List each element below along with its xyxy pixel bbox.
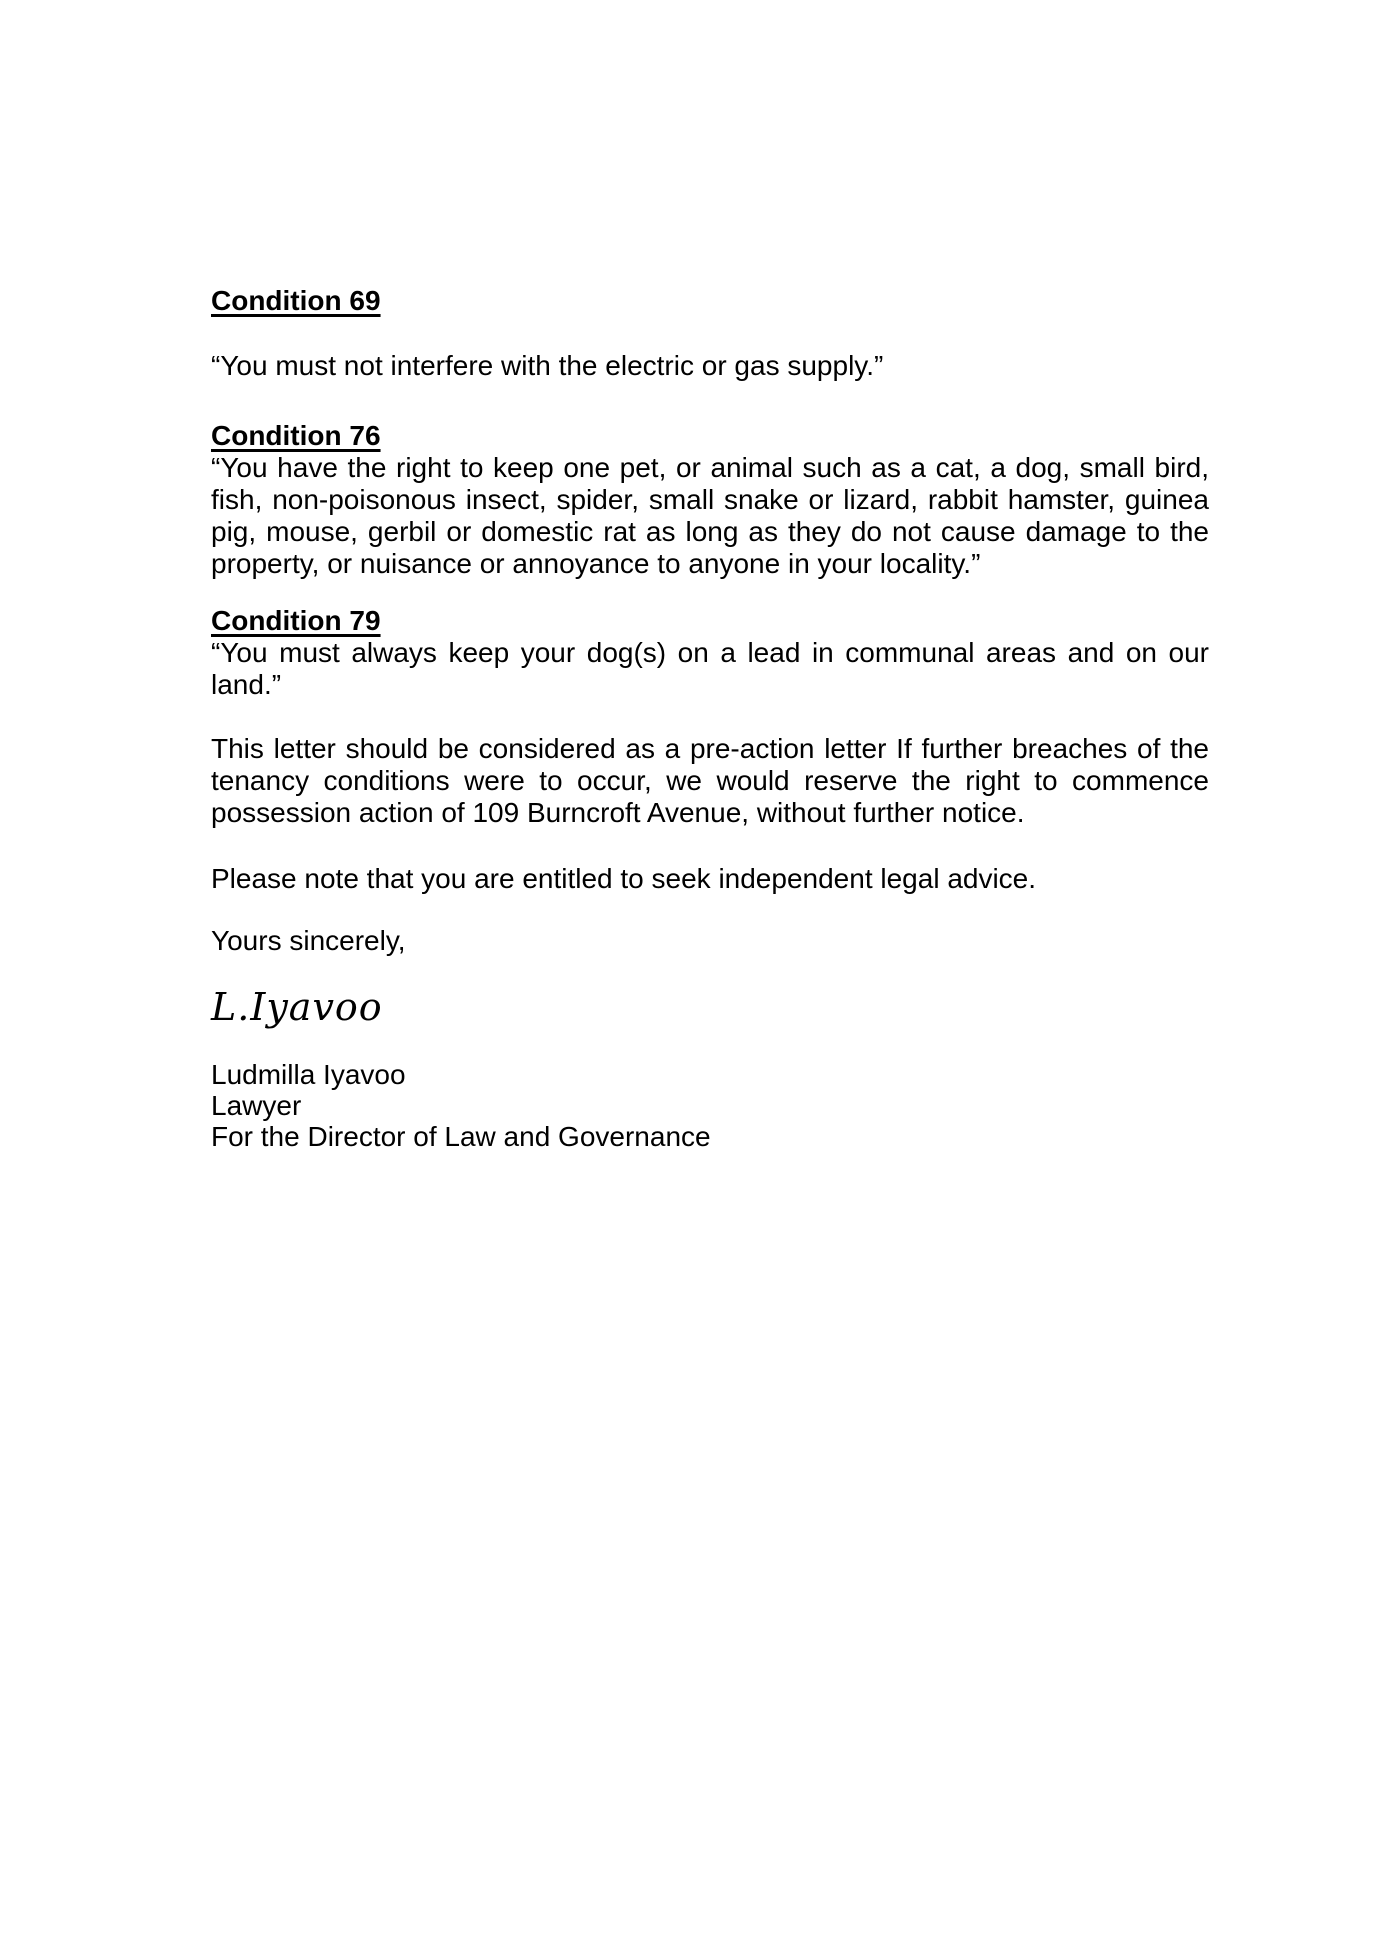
condition-76-quote: “You have the right to keep one pet, or animal such as a cat, a dog, small bird, fish, non-poisonous insect, spider, small snake or lizard, rabbit hamster, guinea pig, mouse, gerbil or domestic rat as long as they do not cause damage to the property, or nuisance or annoyance to anyone in your locality.”	[211, 452, 1209, 579]
letter-body	[211, 285, 1209, 1152]
condition-79-quote: “You must always keep your dog(s) on a lead in communal areas and on our land.”	[211, 637, 1209, 700]
condition-79-block	[211, 605, 1209, 701]
condition-79-heading: Condition 79	[211, 605, 381, 636]
handwritten-signature: L.Iyavoo	[211, 985, 383, 1029]
condition-69-block	[211, 285, 1209, 382]
condition-76-block	[211, 420, 1209, 580]
closing-salutation: Yours sincerely,	[211, 925, 406, 956]
signoff-on-behalf-of: For the Director of Law and Governance	[211, 1121, 711, 1152]
condition-69-quote: “You must not interfere with the electric or gas supply.”	[211, 350, 884, 381]
pre-action-paragraph: This letter should be considered as a pre-action letter If further breaches of the tenancy conditions were to occur, we would reserve the right to commence possession action of 109 Burncroft Avenue, without further notice.	[211, 733, 1209, 828]
condition-76-heading: Condition 76	[211, 420, 381, 451]
legal-advice-paragraph: Please note that you are entitled to seek independent legal advice.	[211, 863, 1037, 894]
condition-69-heading: Condition 69	[211, 285, 381, 316]
signoff-title: Lawyer	[211, 1090, 302, 1121]
signoff-name: Ludmilla Iyavoo	[211, 1059, 406, 1090]
signoff-block	[211, 1059, 1209, 1152]
